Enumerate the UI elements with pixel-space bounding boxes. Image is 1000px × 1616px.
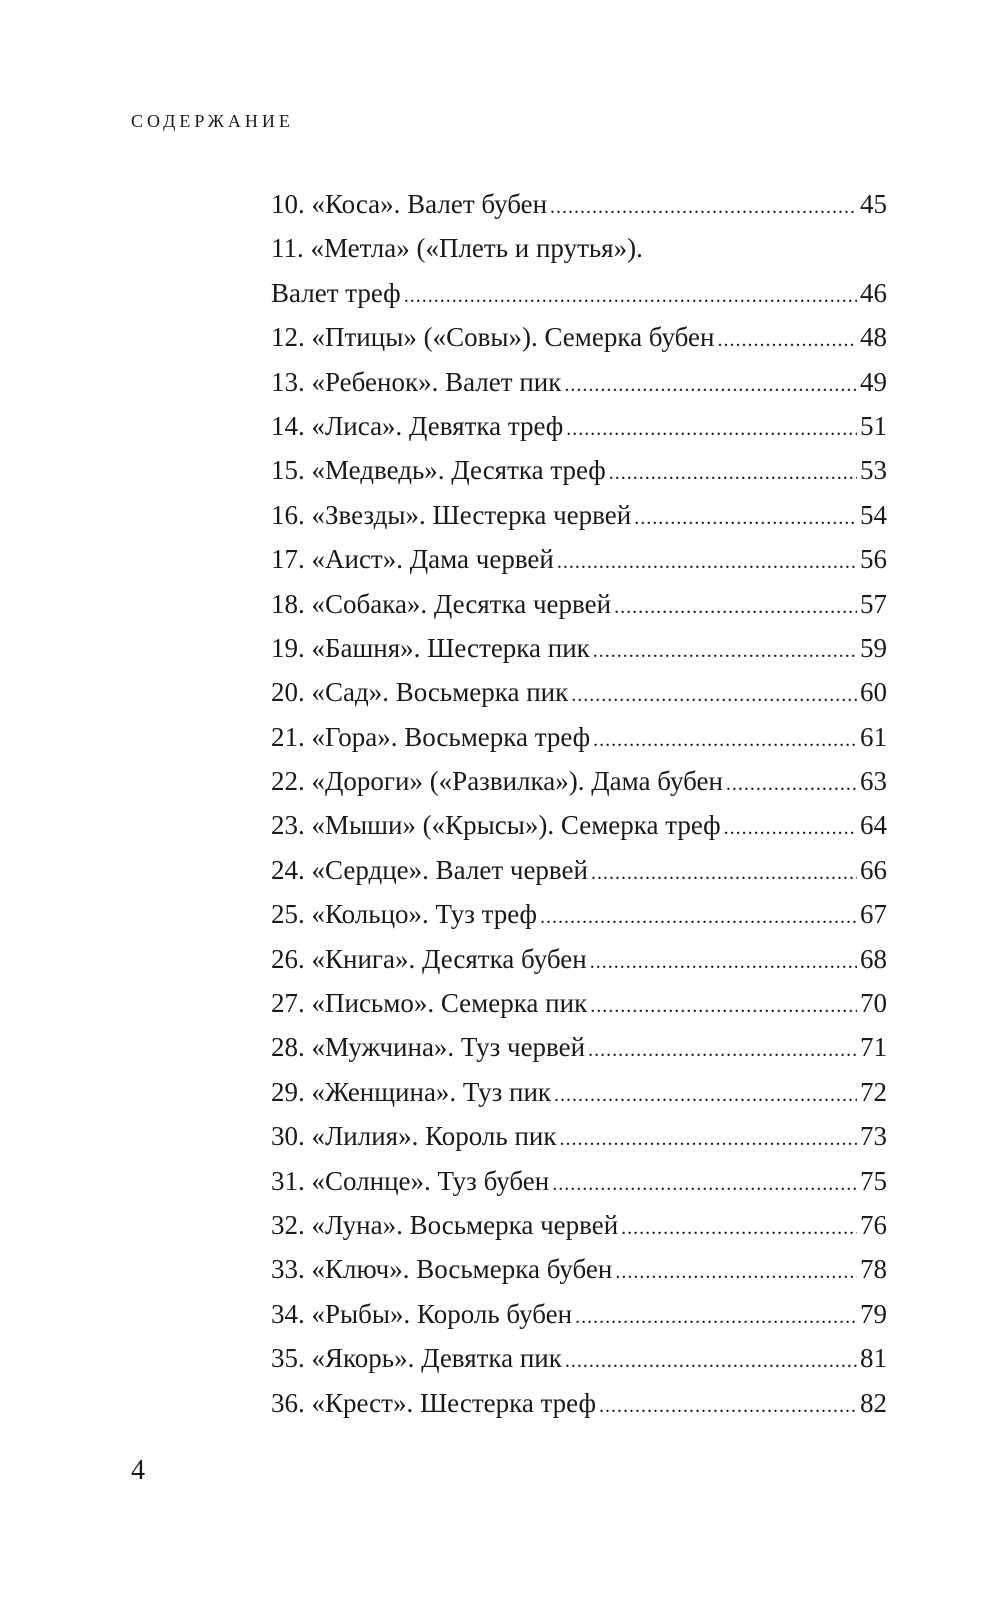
toc-entry-title: 27. «Письмо». Семерка пик <box>271 988 588 1019</box>
toc-entry-page: 81 <box>860 1343 887 1374</box>
toc-entry[interactable] <box>271 360 887 404</box>
dot-leader <box>593 629 857 673</box>
toc-entry-title: 17. «Аист». Дама червей <box>271 544 554 575</box>
toc-entry-page: 70 <box>860 988 887 1019</box>
toc-entry[interactable] <box>271 626 887 670</box>
toc-entry[interactable] <box>271 182 887 226</box>
toc-entry-title: 21. «Гора». Восьмерка треф <box>271 721 591 752</box>
toc-entry-title: 23. «Мыши» («Крысы»). Семерка треф <box>271 810 721 841</box>
toc-entry-page: 64 <box>860 810 887 841</box>
toc-entry-page: 76 <box>860 1209 887 1240</box>
toc-entry-page: 45 <box>860 189 887 219</box>
toc-entry-page: 78 <box>860 1254 887 1285</box>
toc-entry-page: 67 <box>860 899 887 930</box>
toc-entry-title: 11. «Метла» («Плеть и прутья»). <box>271 233 643 264</box>
dot-leader <box>575 1295 857 1339</box>
toc-entry-page: 56 <box>860 544 887 575</box>
toc-entry-page: 60 <box>860 677 887 708</box>
toc-entry[interactable] <box>271 537 887 581</box>
toc-entry-title: 13. «Ребенок». Валет пик <box>271 366 562 397</box>
toc-entry-title: 36. «Крест». Шестерка треф <box>271 1387 596 1418</box>
dot-leader <box>554 1073 857 1117</box>
toc-entry[interactable] <box>271 670 887 714</box>
page-number: 4 <box>131 1455 145 1486</box>
toc-entry-page: 72 <box>860 1076 887 1107</box>
toc-entry-title: 25. «Кольцо». Туз треф <box>271 899 538 930</box>
dot-leader <box>566 407 857 451</box>
toc-entry[interactable] <box>271 1159 887 1203</box>
toc-entry-page: 68 <box>860 943 887 974</box>
toc-entry-title: 26. «Книга». Десятка бубен <box>271 943 587 974</box>
toc-entry-page: 48 <box>860 322 887 353</box>
toc-entry-page: 75 <box>860 1165 887 1196</box>
toc-entry-page: 82 <box>860 1387 887 1418</box>
toc-entry[interactable] <box>271 1292 887 1336</box>
dot-leader <box>588 1028 857 1072</box>
toc-entry[interactable] <box>271 1203 887 1247</box>
toc-entry-title: 31. «Солнце». Туз бубен <box>271 1165 550 1196</box>
toc-entry[interactable] <box>271 981 887 1025</box>
toc-entry-page: 51 <box>860 410 887 441</box>
toc-entry-title: 34. «Рыбы». Король бубен <box>271 1298 573 1329</box>
toc-entry-page: 54 <box>860 499 887 530</box>
toc-entry[interactable] <box>271 271 887 315</box>
dot-leader <box>614 585 857 629</box>
toc-entry-title: 28. «Мужчина». Туз червей <box>271 1032 586 1063</box>
toc-entry[interactable] <box>271 892 887 936</box>
toc-entry-page: 79 <box>860 1298 887 1329</box>
toc-entry-page: 63 <box>860 766 887 797</box>
toc-entry-page: 73 <box>860 1121 887 1152</box>
toc-entry-title: 30. «Лилия». Король пик <box>271 1121 557 1152</box>
dot-leader <box>571 673 857 717</box>
dot-leader <box>559 1117 857 1161</box>
dot-leader <box>621 1206 857 1250</box>
dot-leader <box>593 718 857 762</box>
toc-entry[interactable] <box>271 582 887 626</box>
toc-entry-page: 66 <box>860 854 887 885</box>
dot-leader <box>404 274 857 318</box>
toc-entry[interactable] <box>271 448 887 492</box>
dot-leader <box>565 1339 857 1383</box>
toc-entry-title: 22. «Дороги» («Развилка»). Дама бубен <box>271 766 723 797</box>
toc-entry[interactable] <box>271 404 887 448</box>
toc-entry-title: 32. «Луна». Восьмерка червей <box>271 1209 619 1240</box>
running-head: СОДЕРЖАНИЕ <box>131 111 294 131</box>
dot-leader <box>540 895 857 939</box>
dot-leader <box>564 363 857 407</box>
dot-leader <box>726 762 857 806</box>
dot-leader <box>550 185 857 229</box>
toc-entry-title: 19. «Башня». Шестерка пик <box>271 632 590 663</box>
toc-entry-page: 59 <box>860 632 887 663</box>
toc-entry[interactable] <box>271 493 887 537</box>
toc-entry[interactable] <box>271 715 887 759</box>
toc-entry[interactable] <box>271 1025 887 1069</box>
toc-entry-title: 14. «Лиса». Девятка треф <box>271 410 564 441</box>
toc-entry-page: 57 <box>860 588 887 619</box>
toc-entry-title: 33. «Ключ». Восьмерка бубен <box>271 1254 613 1285</box>
toc-entry[interactable] <box>271 1247 887 1291</box>
dot-leader <box>609 451 857 495</box>
toc-entry-title: 20. «Сад». Восьмерка пик <box>271 677 569 708</box>
toc-entry[interactable] <box>271 759 887 803</box>
dot-leader <box>634 496 857 540</box>
dot-leader <box>590 940 857 984</box>
toc-entry[interactable] <box>271 1114 887 1158</box>
toc-entry[interactable] <box>271 848 887 892</box>
toc-entry[interactable] <box>271 1070 887 1114</box>
toc-entry-page: 46 <box>860 277 887 308</box>
table-of-contents <box>271 182 887 1425</box>
dot-leader <box>590 984 857 1028</box>
toc-entry-page: 53 <box>860 455 887 486</box>
toc-entry[interactable] <box>271 937 887 981</box>
toc-entry-page: 49 <box>860 366 887 397</box>
toc-entry[interactable] <box>271 1336 887 1380</box>
toc-entry[interactable] <box>271 1381 887 1425</box>
toc-entry-page: 61 <box>860 721 887 752</box>
toc-entry-title: 29. «Женщина». Туз пик <box>271 1076 552 1107</box>
toc-entry-title: 10. «Коса». Валет бубен <box>271 189 548 219</box>
toc-entry-title: 12. «Птицы» («Совы»). Семерка бубен <box>271 322 715 353</box>
dot-leader <box>552 1162 857 1206</box>
dot-leader <box>717 318 857 362</box>
toc-entry-page: 71 <box>860 1032 887 1063</box>
toc-entry[interactable] <box>271 803 887 847</box>
toc-entry-title: 18. «Собака». Десятка червей <box>271 588 612 619</box>
dot-leader <box>599 1384 857 1428</box>
toc-entry-title: 24. «Сердце». Валет червей <box>271 854 588 885</box>
dot-leader <box>591 851 857 895</box>
toc-entry-title: 15. «Медведь». Десятка треф <box>271 455 606 486</box>
toc-entry-title: 16. «Звезды». Шестерка червей <box>271 499 632 530</box>
toc-entry-title: 35. «Якорь». Девятка пик <box>271 1343 562 1374</box>
toc-entry[interactable] <box>271 315 887 359</box>
dot-leader <box>724 806 857 850</box>
toc-entry-title: Валет треф <box>271 277 401 308</box>
dot-leader <box>615 1250 857 1294</box>
dot-leader <box>557 540 857 584</box>
toc-entry-first-line[interactable] <box>271 226 887 270</box>
